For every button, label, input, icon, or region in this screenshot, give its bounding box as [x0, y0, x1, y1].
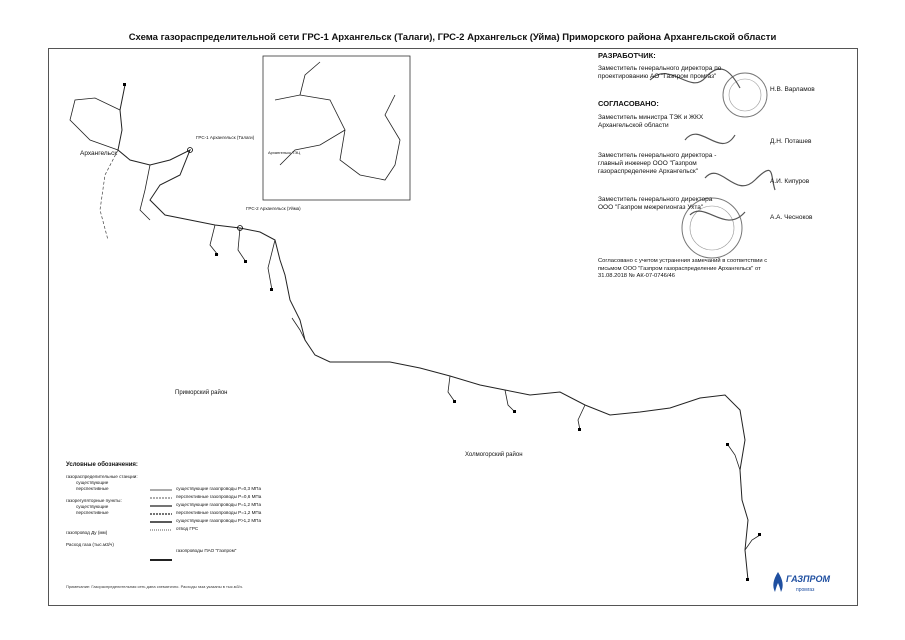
branch-pipeline — [210, 225, 218, 255]
region-border — [100, 150, 118, 240]
approver-name: А.А. Чесноков — [770, 214, 813, 221]
developer-name: Н.В. Варламов — [770, 86, 815, 93]
grp-marker — [746, 578, 749, 581]
legend-title: Условные обозначения: — [66, 462, 138, 468]
developer-position: Заместитель генерального директора по проектированию АО "Газпром промгаз" — [598, 65, 722, 80]
inset-pipeline — [300, 62, 320, 95]
branch-pipeline — [292, 318, 305, 340]
handwritten-signature — [690, 211, 745, 220]
logo-subtitle: промгаз — [796, 587, 815, 593]
branch-pipeline — [268, 240, 275, 290]
grp-marker — [123, 83, 126, 86]
branch-pipeline — [578, 405, 585, 430]
inset-frame — [263, 56, 410, 200]
branch-pipeline — [70, 98, 120, 150]
approver-name: А.И. Кипуров — [770, 178, 810, 185]
grp-marker — [244, 260, 247, 263]
legend-item: перспективные — [76, 486, 109, 491]
legend-item: перспективные газопроводы Р=0,6 МПа — [176, 494, 262, 499]
legend-item: газораспределительные станции: — [66, 474, 138, 479]
seal-stamp — [690, 206, 734, 250]
legend — [66, 462, 316, 582]
legend-right-column — [176, 486, 316, 556]
approver-position: Заместитель генерального директора - главный инженер ООО "Газпром газораспределение Архангельск" — [598, 152, 717, 175]
region-label-kholmogorsky: Холмогорский район — [465, 452, 523, 458]
city-label: Архангельск — [80, 150, 118, 157]
branch-pipeline — [505, 390, 515, 412]
legend-item: газопроводы ПАО "Газпром" — [176, 548, 237, 553]
legend-item: газорегуляторные пункты: — [66, 498, 122, 503]
approver-position: Заместитель министра ТЭК и ЖКХ Архангельской области — [598, 114, 704, 129]
grs2-label: ГРС-2 Архангельск (Уйма) — [246, 206, 301, 211]
grp-marker — [758, 533, 761, 536]
inset-pipeline — [275, 95, 400, 180]
grp-marker — [578, 428, 581, 431]
branch-pipeline — [238, 228, 246, 262]
legend-item: существующие — [76, 480, 109, 485]
developer-header: РАЗРАБОТЧИК: — [598, 51, 656, 60]
legend-item: Расход газа (тыс.м3/ч) — [66, 542, 114, 547]
gazprom-logo — [770, 570, 832, 600]
approver-name: Д.Н. Поташев — [770, 138, 812, 145]
branch-pipeline — [745, 535, 760, 550]
grp-marker — [270, 288, 273, 291]
legend-item: существующие газопроводы Р>1,2 МПа — [176, 518, 262, 523]
approved-block — [598, 100, 798, 108]
branch-pipeline — [140, 165, 150, 220]
developer-block — [598, 52, 798, 81]
legend-item: перспективные газопроводы Р=1,2 МПа — [176, 510, 262, 515]
grp-marker — [215, 253, 218, 256]
legend-left-column — [66, 474, 146, 548]
grp-marker — [726, 443, 729, 446]
branch-pipeline — [728, 445, 740, 470]
legend-item: перспективные — [76, 510, 109, 515]
legend-item: отвод ГРС — [176, 526, 199, 531]
approved-header: СОГЛАСОВАНО: — [598, 99, 659, 108]
grp-marker — [453, 400, 456, 403]
legend-item: газопровод Ду (мм) — [66, 530, 108, 535]
agreement-note: Согласовано с учетом устранения замечаний в соответствии с письмом ООО "Газпром газораспределение Архангельск" от 31.08.2018 № АК-07-0746/46 — [598, 258, 768, 279]
legend-item: существующие газопроводы Р=0,3 МПа — [176, 486, 262, 491]
legend-item: существующие — [76, 504, 109, 509]
inset-pipeline — [280, 130, 345, 165]
branch-pipeline — [448, 376, 455, 402]
flame-icon — [770, 570, 786, 596]
approver-position: Заместитель генерального директора ООО "Газпром межрегионгаз Ухта" — [598, 196, 713, 211]
grp-marker — [513, 410, 516, 413]
region-label-primorsky: Приморский район — [175, 390, 228, 396]
handwritten-signature — [685, 134, 735, 143]
logo-wordmark: ГАЗПРОМ — [786, 574, 830, 584]
inset-label: Архангельск ТЭЦ — [268, 150, 301, 155]
legend-item: существующие газопроводы Р=1,2 МПа — [176, 502, 262, 507]
footnote: Примечание: Газораспределительная сеть дана схематично. Расходы газа указаны в тыс.м3/ч. — [66, 584, 244, 589]
grs1-label: ГРС-1 Архангельск (Талаги) — [196, 135, 255, 140]
map-title: Схема газораспределительной сети ГРС-1 Архангельск (Талаги), ГРС-2 Архангельск (Уйма) Приморского района Архангельской области — [128, 32, 777, 43]
